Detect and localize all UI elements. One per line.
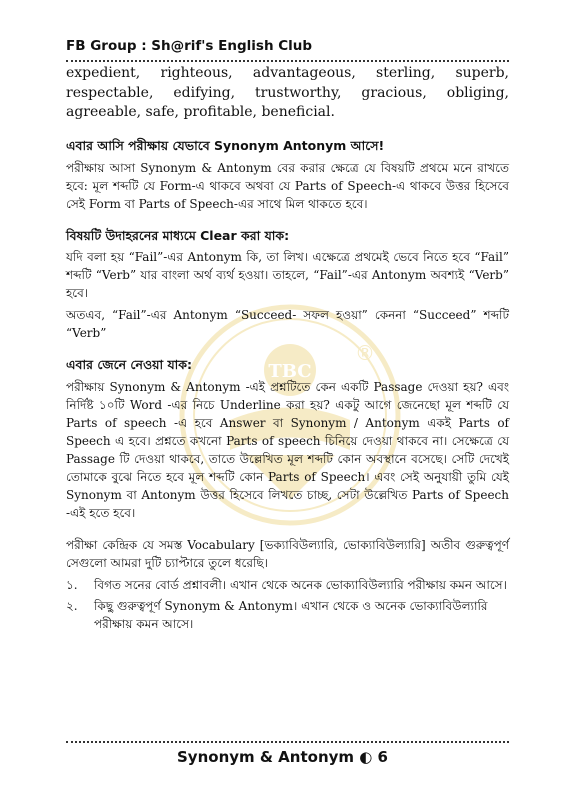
- registered-mark: ®: [355, 341, 375, 365]
- page-footer: Synonym & Antonym ◐ 6: [177, 748, 388, 766]
- watermark-text: TBC: [268, 361, 312, 382]
- section-heading: এবার জেনে নেওয়া যাক:: [66, 357, 193, 373]
- vocabulary-intro: পরীক্ষা কেন্দ্রিক যে সমস্ত Vocabulary [ভক্যাবিউল্যারি, ভোক্যাবিউল্যারি] অতীব গুরুত্বপূর্ণ সেগুলো আমরা দুটি চ্যাপ্টারে তুলে ধরেছি।: [66, 538, 509, 571]
- section-heading: এবার আসি পরীক্ষায় যেভাবে Synonym Antonym আসে!: [66, 137, 385, 153]
- intro-word-list: expedient, righteous, advantageous, sterling, superb, respectable, edifying, trustworthy, gracious, obliging, agreeable, safe, profitable, beneficial.: [66, 65, 509, 121]
- list-item-number: ২.: [66, 599, 78, 614]
- header-divider: [66, 60, 509, 62]
- section-heading: বিষয়টি উদাহরনের মাধ্যমে Clear করা যাক:: [66, 227, 290, 243]
- list-item: [66, 597, 509, 633]
- list-item-number: ১.: [66, 578, 78, 593]
- footer-divider: [66, 741, 509, 743]
- list-item-text: কিছু গুরুত্বপূর্ণ Synonym & Antonym। এখান থেকে ও অনেক ভোক্যাবিউল্যারি পরীক্ষায় কমন আসে।: [94, 599, 488, 632]
- list-item: [66, 576, 509, 594]
- section-paragraph: অতএব, “Fail”-এর Antonym “Succeed- সফল হওয়া” কেননা “Succeed” শব্দটি “Verb”: [66, 308, 509, 341]
- list-item-text: বিগত সনের বোর্ড প্রশ্নাবলী। এখান থেকে অনেক ভোক্যাবিউল্যারি পরীক্ষায় কমন আসে।: [94, 578, 507, 593]
- chapter-list: [66, 576, 509, 633]
- page-header: FB Group : Sh@rif's English Club: [66, 38, 313, 54]
- section-paragraph: পরীক্ষায় Synonym & Antonym -এই প্রশ্নটিতে কেন একটি Passage দেওয়া হয়? এবং নির্দিষ্ট ১০টি Word -এর নিচে Underline করা হয়? একটু আগে জেনেছো মূল শব্দটি যে Parts of speech -এ হবে Answer বা Synonym / Antonym একই Parts of Speech এ হবে। প্রশ্নতে কখনো Parts of speech চিনিয়ে দেওয়া থাকবে না। সেক্ষেত্রে যে Passage টি দেওয়া থাকবে, তাতে উল্লেখিত মূল শব্দটি কোন অবস্থানে বসেছে। সেটি দেখেই তোমাকে বুঝে নিতে হবে মূল শব্দটি কোন Parts of Speech। এবং সেই অনুযায়ী তুমি যেই Synonym বা Antonym উত্তর হিসেবে লিখতে চাচ্ছ, সেটা উল্লেখিত Parts of Speech -এই হতে হবে।: [66, 380, 509, 521]
- page-content: [66, 64, 509, 730]
- section-paragraph: যদি বলা হয় “Fail”-এর Antonym কি, তা লিখ। এক্ষেত্রে প্রথমেই ভেবে নিতে হবে “Fail” শব্দটি “Verb” যার বাংলা অর্থ ব্যর্থ হওয়া। তাহলে, “Fail”-এর Antonym অবশ্যই “Verb” হবে।: [66, 250, 509, 301]
- section-paragraph: পরীক্ষায় আসা Synonym & Antonym বের করার ক্ষেত্রে যে বিষয়টি প্রথমে মনে রাখতে হবে: মূল শব্দটি যে Form-এ থাকবে অথবা যে Parts of Speech-এ থাকবে উত্তর হিসেবে সেই Form বা Parts of Speech-এর সাথে মিল থাকতে হবে।: [66, 160, 509, 211]
